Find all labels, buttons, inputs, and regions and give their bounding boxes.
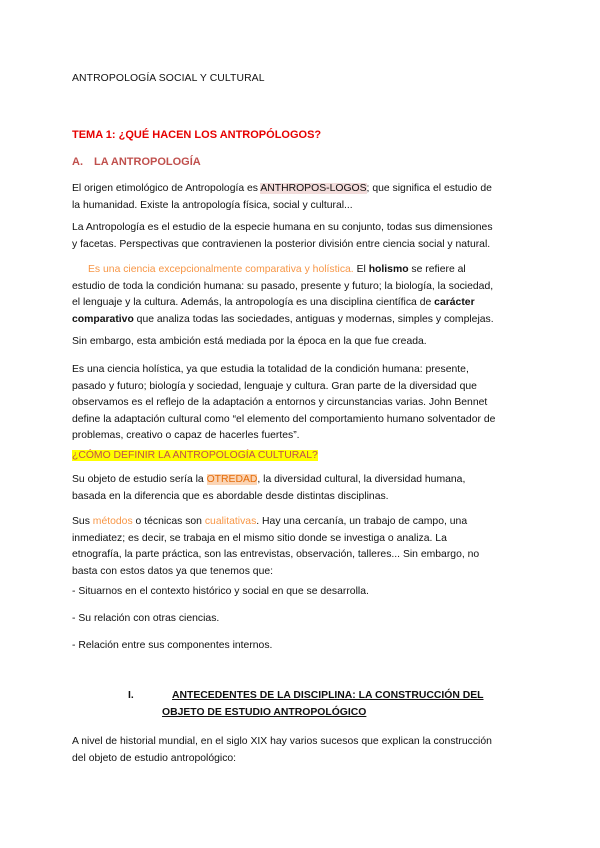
text-line: La Antropología es el estudio de la especie humana en su conjunto, todas sus dimensiones (72, 222, 493, 233)
bullet-item (72, 584, 532, 601)
bullet-item (72, 611, 532, 628)
text-line: pasado y futuro; biología y sociedad, lenguaje y cultura. Gran parte de la diversidad que (72, 380, 477, 392)
paragraph-holism (72, 262, 532, 328)
text-run: que analiza todas las sociedades, antiguas y modernas, simples y complejas. (133, 313, 494, 325)
paragraph-methods (72, 514, 532, 580)
text-run: El origen etimológico de Antropología es (72, 183, 261, 194)
orange-term: cualitativas (204, 516, 257, 527)
text-line: basta con estos datos ya que tenemos que: (72, 565, 274, 577)
chapter-number: I. (128, 690, 134, 701)
text-run: se refiere al (408, 264, 466, 275)
question-heading-wrap (72, 448, 532, 465)
text-run: o técnicas son (132, 516, 205, 527)
paragraph-holistic-science (72, 362, 532, 445)
chapter-title-line: OBJETO DE ESTUDIO ANTROPOLÓGICO (162, 706, 367, 718)
text-line: observamos es el reflejo de la adaptación a entornos y circunstancias varias. John Bennet (72, 397, 488, 408)
paragraph-historical (72, 734, 532, 767)
text-run: el lenguaje y la cultura. Además, la antropología es una disciplina científica de (72, 297, 435, 308)
bold-term: carácter (434, 297, 475, 308)
text-run: Su objeto de estudio sería la (72, 474, 207, 485)
paragraph-ambition (72, 334, 532, 351)
paragraph-etymology (72, 181, 532, 214)
text-line: del objeto de estudio antropológico: (72, 752, 237, 764)
text-line: estudio de toda la condición humana: su pasado, presente y futuro; la biología, la sociedad, (72, 280, 494, 292)
section-heading-a (72, 155, 201, 169)
text-line: Sin embargo, esta ambición está mediada por la época en la que fue creada. (72, 336, 427, 347)
text-run: Sus (72, 516, 93, 527)
text-line: define la adaptación cultural como “el elemento del comportamiento humano solventador de (72, 413, 496, 425)
orange-term: métodos (92, 516, 133, 527)
section-label: LA ANTROPOLOGÍA (94, 156, 201, 168)
text-run: ; que significa el estudio de (366, 183, 492, 194)
text-line: la humanidad. Existe la antropología física, social y cultural... (72, 199, 353, 211)
text-line: etnografía, la parte práctica, son las entrevistas, observación, talleres... Sin embargo, no (72, 549, 480, 560)
bold-term: comparativo (72, 313, 134, 325)
section-number: A. (72, 156, 83, 168)
text-run: El (353, 264, 369, 275)
text-line: problemas, creativo o capaz de hacerles fuertes”. (72, 430, 300, 441)
chapter-title-line: ANTECEDENTES DE LA DISCIPLINA: LA CONSTRUCCIÓN DEL (172, 690, 484, 701)
paragraph-otherness (72, 472, 532, 505)
topic-heading: TEMA 1: ¿QUÉ HACEN LOS ANTROPÓLOGOS? (72, 129, 322, 141)
highlight-term: ANTHROPOS-LOGOS (260, 183, 367, 194)
text-line: A nivel de historial mundial, en el siglo XIX hay varios sucesos que explican la construcción (72, 736, 492, 747)
document-title: ANTROPOLOGÍA SOCIAL Y CULTURAL (72, 73, 265, 84)
question-heading: ¿CÓMO DEFINIR LA ANTROPOLOGÍA CULTURAL? (72, 450, 318, 461)
orange-phrase: Es una ciencia excepcionalmente comparativa y holística. (88, 264, 354, 275)
text-line: Es una ciencia holística, ya que estudia la totalidad de la condición humana: presente, (72, 364, 469, 375)
bold-term: holismo (368, 264, 409, 275)
text-line: y facetas. Perspectivas que contravienen la posterior división entre ciencia social y natural. (72, 238, 491, 250)
bullet-item (72, 638, 532, 655)
bullet-text: - Relación entre sus componentes internos. (72, 640, 273, 651)
text-run: . Hay una cercanía, un trabajo de campo, una (256, 516, 468, 527)
text-line: inmediatez; es decir, se trabaja en el mismo sitio donde se investiga o analiza. La (72, 532, 447, 544)
bullet-text: - Situarnos en el contexto histórico y social en que se desarrolla. (72, 586, 369, 597)
chapter-heading-I (128, 688, 484, 721)
text-run: , la diversidad cultural, la diversidad humana, (257, 474, 466, 485)
bullet-text: - Su relación con otras ciencias. (72, 613, 220, 624)
highlight-term: OTREDAD (206, 474, 258, 485)
text-line: basada en la diferencia que es abordable desde distintas disciplinas. (72, 490, 389, 502)
paragraph-definition (72, 220, 532, 253)
